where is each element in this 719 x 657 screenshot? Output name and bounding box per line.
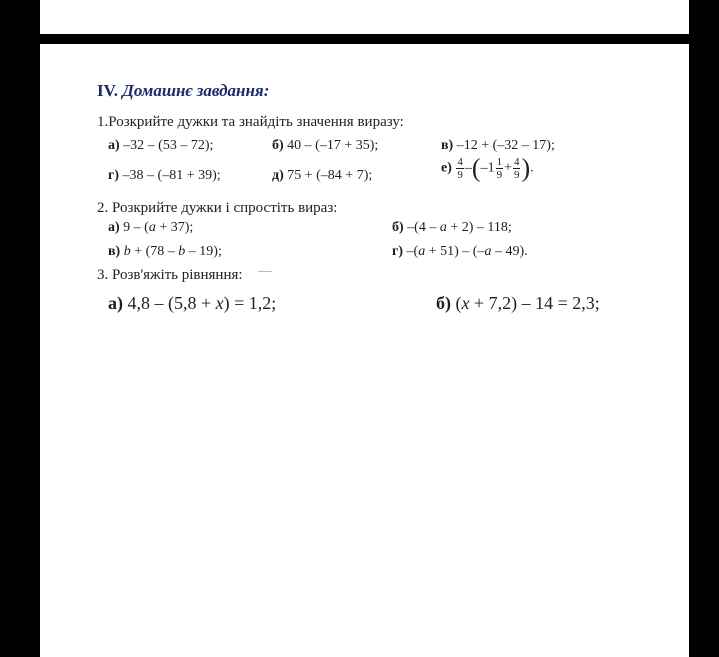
- fraction-one-ninth: $\frac{1}{9}$: [496, 156, 503, 181]
- task3-item-b: б) (x + 7,2) – 14 = 2,3;: [436, 293, 600, 313]
- previous-page-sheet: [40, 0, 689, 34]
- task1-item-a: а) –32 – (53 – 72);: [108, 138, 214, 153]
- task2-item-b: б) –(4 – a + 2) – 118;: [392, 220, 512, 235]
- document-page: [40, 44, 689, 657]
- task2-item-v: в) b + (78 – b – 19);: [108, 244, 222, 259]
- section-heading: [97, 81, 269, 101]
- task1-item-v: в) –12 + (–32 – 17);: [441, 138, 555, 153]
- section-title: Домашнє завдання:: [122, 81, 270, 100]
- section-number: IV.: [97, 81, 118, 100]
- task3-item-a: а) 4,8 – (5,8 + x) = 1,2;: [108, 293, 277, 313]
- fraction-four-ninths: $\frac{4}{9}$: [457, 156, 463, 181]
- task1-item-b: б) 40 – (–17 + 35);: [272, 138, 379, 153]
- task1-item-d: д) 75 + (–84 + 7);: [272, 168, 373, 183]
- task1-title: 1.Розкрийте дужки та знайдіть значення виразу:: [97, 114, 404, 130]
- task2-item-a: а) 9 – (a + 37);: [108, 220, 194, 235]
- task2-title: 2. Розкрийте дужки і спростіть вираз:: [97, 200, 338, 216]
- task3-title: 3. Розв'яжіть рівняння:: [97, 267, 243, 283]
- scan-mark: [258, 271, 272, 272]
- task1-item-e: е) $\frac{4}{9}$ –(–1 $\frac{1}{9}$ + $\frac{4}{9}$ ).: [441, 153, 534, 183]
- fraction-four-ninths-2: $\frac{4}{9}$: [513, 156, 520, 181]
- task1-item-g: г) –38 – (–81 + 39);: [108, 168, 221, 183]
- task2-item-g: г) –(a + 51) – (–a – 49).: [392, 244, 528, 259]
